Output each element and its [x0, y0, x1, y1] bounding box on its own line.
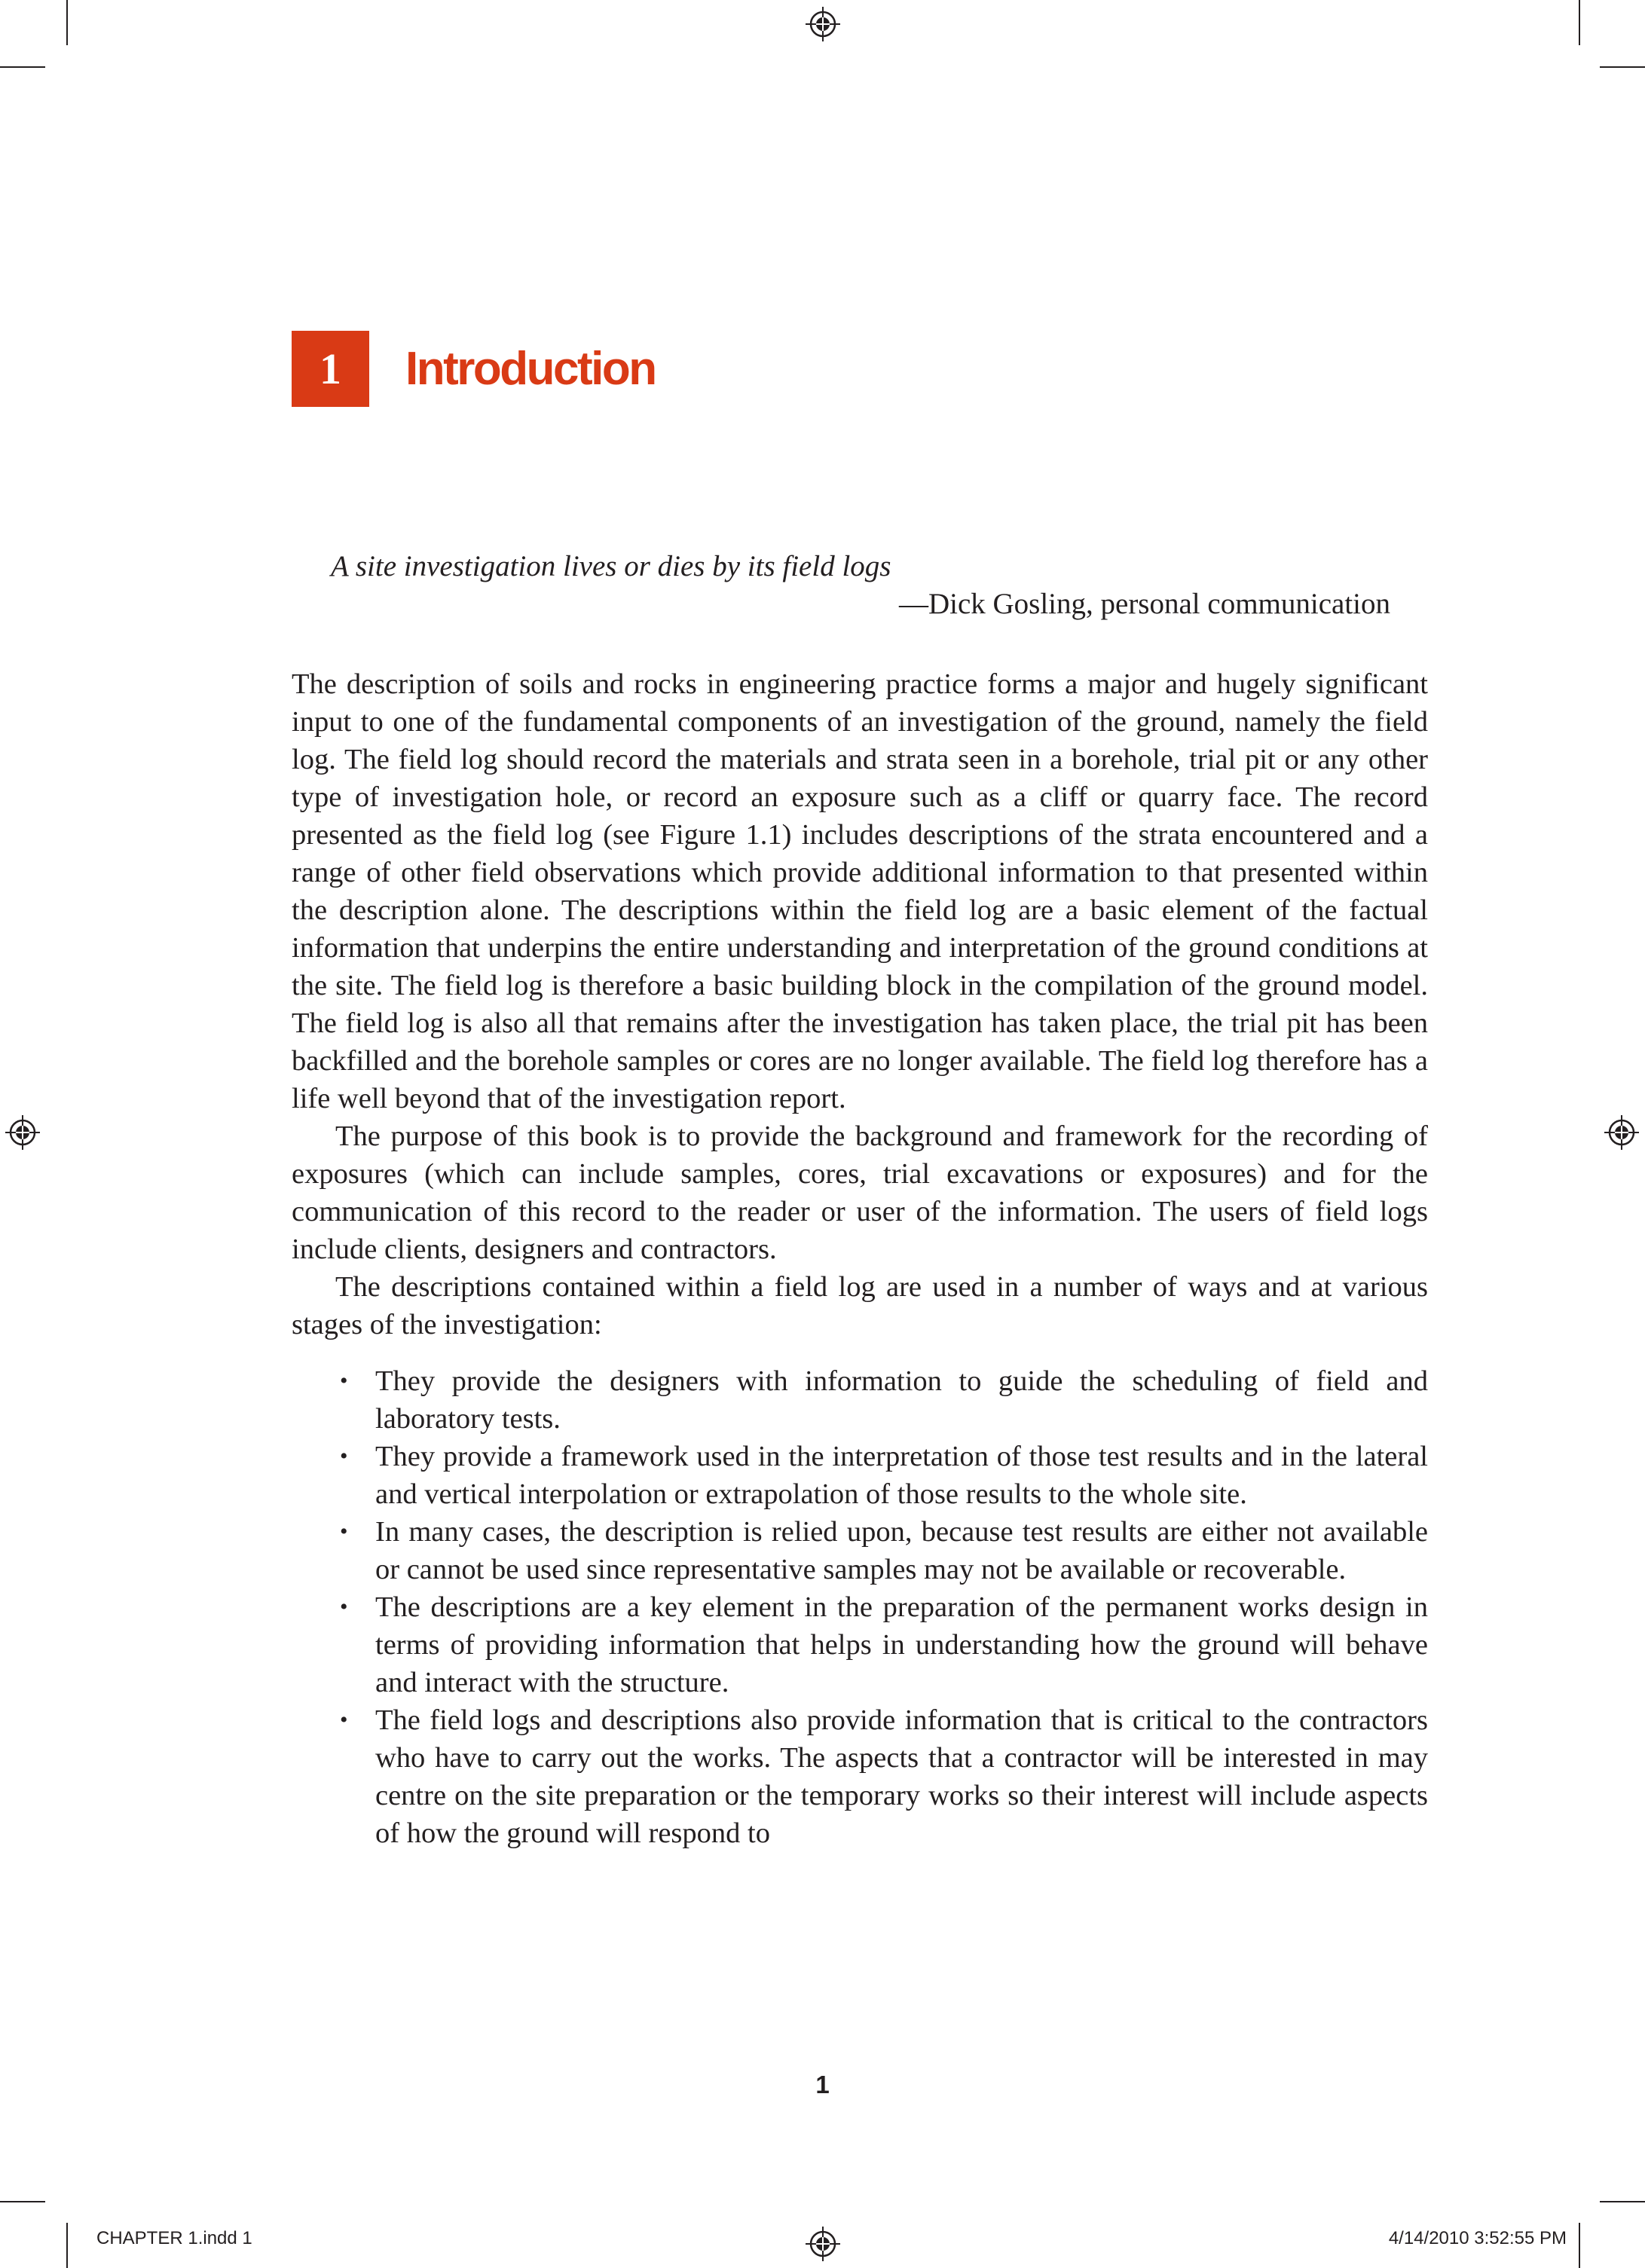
list-item-text: The descriptions are a key element in the preparation of the permanent works design in terms of providing information that helps in understanding how the ground will behave and interact with the structure. — [375, 1591, 1428, 1698]
bullet-list — [292, 1362, 1428, 1852]
chapter-title: Introduction — [405, 343, 656, 395]
epigraph-attribution: —Dick Gosling, personal communication — [898, 588, 1390, 620]
registration-mark-top — [806, 7, 840, 41]
list-item — [292, 1513, 1428, 1588]
crop-mark-top-left-h — [0, 66, 45, 68]
epigraph-quote: A site investigation lives or dies by its field logs — [331, 550, 891, 582]
crop-mark-bottom-right-h — [1600, 2201, 1645, 2202]
page-number: 1 — [815, 2071, 830, 2098]
list-item — [292, 1438, 1428, 1513]
crop-mark-top-right — [1579, 0, 1580, 45]
list-item — [292, 1362, 1428, 1438]
crop-mark-bottom-left — [66, 2223, 68, 2268]
slug-file-name: CHAPTER 1.indd 1 — [96, 2228, 252, 2248]
registration-mark-left — [5, 1115, 40, 1150]
chapter-number-badge: 1 — [292, 331, 369, 407]
bullet-icon: • — [340, 1707, 348, 1732]
list-item-text: The field logs and descriptions also provide information that is critical to the contractors who have to carry out the works. The aspects that a contractor will be interested in may centre on the site preparation or the temporary works so their interest will include aspects of how the ground will respond to — [375, 1704, 1428, 1849]
list-item — [292, 1588, 1428, 1701]
crop-mark-bottom-left-h — [0, 2201, 45, 2202]
crop-mark-top-left — [66, 0, 68, 45]
bullet-icon: • — [340, 1519, 348, 1544]
crop-mark-bottom-right — [1579, 2223, 1580, 2268]
body-text — [292, 665, 1428, 1852]
list-item-text: They provide the designers with information to guide the scheduling of field and laboratory tests. — [375, 1365, 1428, 1435]
list-item-text: They provide a framework used in the interpretation of those test results and in the lateral and vertical interpolation or extrapolation of those results to the whole site. — [375, 1441, 1428, 1510]
registration-mark-right — [1604, 1115, 1639, 1150]
paragraph: The descriptions contained within a field log are used in a number of ways and at various stages of the investigation: — [292, 1271, 1428, 1340]
bullet-icon: • — [340, 1368, 348, 1393]
crop-mark-top-right-h — [1600, 66, 1645, 68]
registration-mark-bottom — [806, 2227, 840, 2261]
slug-timestamp: 4/14/2010 3:52:55 PM — [1388, 2228, 1567, 2248]
bullet-icon: • — [340, 1594, 348, 1619]
list-item-text: In many cases, the description is relied upon, because test results are either not available or cannot be used since representative samples may not be available or recoverable. — [375, 1516, 1428, 1585]
paragraph: The description of soils and rocks in engineering practice forms a major and hugely significant input to one of the fundamental components of an investigation of the ground, namely the field log. The field log should record the materials and strata seen in a borehole, trial pit or any other type of investigation hole, or record an exposure such as a cliff or quarry face. The record presented as the field log (see Figure 1.1) includes descriptions of the strata encountered and a range of other field observations which provide additional information to that presented within the description alone. The descriptions within the field log are a basic element of the factual information that underpins the entire understanding and interpretation of the ground conditions at the site. The field log is therefore a basic building block in the compilation of the ground model. The field log is also all that remains after the investigation has taken place, the trial pit has been backfilled and the borehole samples or cores are no longer available. The field log therefore has a life well beyond that of the investigation report. — [292, 668, 1428, 1114]
paragraph: The purpose of this book is to provide the background and framework for the recording of exposures (which can include samples, cores, trial excavations or exposures) and for the communication of this record to the reader or user of the information. The users of field logs include clients, designers and contractors. — [292, 1120, 1428, 1265]
list-item — [292, 1701, 1428, 1852]
bullet-icon: • — [340, 1444, 348, 1469]
